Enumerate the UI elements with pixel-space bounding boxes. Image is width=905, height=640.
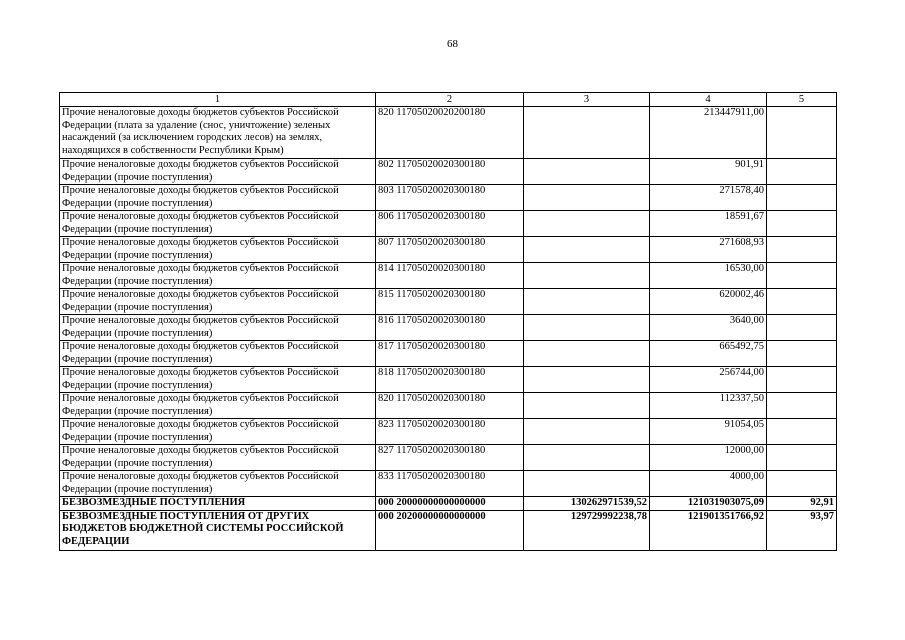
row-name: Прочие неналоговые доходы бюджетов субъектов Российской Федерации (прочие поступления): [60, 393, 376, 419]
page-number: 68: [447, 38, 458, 50]
row-name: Прочие неналоговые доходы бюджетов субъектов Российской Федерации (прочие поступления): [60, 419, 376, 445]
row-code: 823 11705020020300180: [376, 419, 524, 445]
row-fact-amount: 213447911,00: [650, 107, 767, 159]
row-percent: [767, 263, 837, 289]
table-row: [60, 419, 837, 445]
table-row: [60, 263, 837, 289]
table-row: [60, 445, 837, 471]
row-code: 000 20000000000000000: [376, 497, 524, 511]
table-row: [60, 237, 837, 263]
table-row: [60, 510, 837, 550]
row-percent: [767, 107, 837, 159]
row-plan-amount: [524, 315, 650, 341]
row-name: Прочие неналоговые доходы бюджетов субъектов Российской Федерации (прочие поступления): [60, 367, 376, 393]
table-row: [60, 185, 837, 211]
column-header-4: 4: [650, 93, 767, 107]
row-code: 827 11705020020300180: [376, 445, 524, 471]
row-code: 814 11705020020300180: [376, 263, 524, 289]
row-code: 817 11705020020300180: [376, 341, 524, 367]
row-fact-amount: 3640,00: [650, 315, 767, 341]
row-plan-amount: [524, 393, 650, 419]
row-percent: [767, 367, 837, 393]
row-plan-amount: [524, 341, 650, 367]
row-fact-amount: 620002,46: [650, 289, 767, 315]
row-plan-amount: [524, 471, 650, 497]
row-code: 806 11705020020300180: [376, 211, 524, 237]
row-plan-amount: [524, 289, 650, 315]
row-code: 803 11705020020300180: [376, 185, 524, 211]
row-fact-amount: 256744,00: [650, 367, 767, 393]
row-percent: [767, 315, 837, 341]
row-plan-amount: [524, 263, 650, 289]
row-percent: [767, 185, 837, 211]
table-row: [60, 341, 837, 367]
row-fact-amount: 91054,05: [650, 419, 767, 445]
row-percent: [767, 471, 837, 497]
row-name: Прочие неналоговые доходы бюджетов субъектов Российской Федерации (прочие поступления): [60, 471, 376, 497]
row-fact-amount: 4000,00: [650, 471, 767, 497]
column-header-5: 5: [767, 93, 837, 107]
row-code: 000 20200000000000000: [376, 510, 524, 550]
row-name: Прочие неналоговые доходы бюджетов субъектов Российской Федерации (прочие поступления): [60, 211, 376, 237]
row-name: Прочие неналоговые доходы бюджетов субъектов Российской Федерации (прочие поступления): [60, 341, 376, 367]
row-fact-amount: 665492,75: [650, 341, 767, 367]
row-percent: [767, 237, 837, 263]
row-plan-amount: [524, 159, 650, 185]
row-name: Прочие неналоговые доходы бюджетов субъектов Российской Федерации (прочие поступления): [60, 445, 376, 471]
row-plan-amount: [524, 185, 650, 211]
row-percent: [767, 445, 837, 471]
table-row: [60, 315, 837, 341]
column-number-row: [60, 93, 837, 107]
row-name: БЕЗВОЗМЕЗДНЫЕ ПОСТУПЛЕНИЯ: [60, 497, 376, 511]
row-plan-amount: [524, 107, 650, 159]
row-code: 833 11705020020300180: [376, 471, 524, 497]
table-row: [60, 393, 837, 419]
budget-table-body: [60, 93, 837, 551]
row-fact-amount: 16530,00: [650, 263, 767, 289]
row-name: Прочие неналоговые доходы бюджетов субъектов Российской Федерации (прочие поступления): [60, 289, 376, 315]
row-fact-amount: 12000,00: [650, 445, 767, 471]
table-row: [60, 471, 837, 497]
row-fact-amount: 121031903075,09: [650, 497, 767, 511]
row-percent: [767, 393, 837, 419]
row-plan-amount: 129729992238,78: [524, 510, 650, 550]
table-row: [60, 211, 837, 237]
row-percent: [767, 159, 837, 185]
row-fact-amount: 18591,67: [650, 211, 767, 237]
row-name: Прочие неналоговые доходы бюджетов субъектов Российской Федерации (прочие поступления): [60, 237, 376, 263]
row-code: 818 11705020020300180: [376, 367, 524, 393]
row-fact-amount: 901,91: [650, 159, 767, 185]
row-plan-amount: [524, 211, 650, 237]
row-name: Прочие неналоговые доходы бюджетов субъектов Российской Федерации (плата за удаление (снос, уничтожение) зеленых насаждений (за исключением городских лесов) на землях, находящихся в собственности Республики Крым): [60, 107, 376, 159]
row-percent: [767, 289, 837, 315]
row-fact-amount: 121901351766,92: [650, 510, 767, 550]
row-plan-amount: [524, 237, 650, 263]
row-plan-amount: 130262971539,52: [524, 497, 650, 511]
row-name: БЕЗВОЗМЕЗДНЫЕ ПОСТУПЛЕНИЯ ОТ ДРУГИХ БЮДЖЕТОВ БЮДЖЕТНОЙ СИСТЕМЫ РОССИЙСКОЙ ФЕДЕРАЦИИ: [60, 510, 376, 550]
row-code: 802 11705020020300180: [376, 159, 524, 185]
row-name: Прочие неналоговые доходы бюджетов субъектов Российской Федерации (прочие поступления): [60, 263, 376, 289]
table-row: [60, 289, 837, 315]
column-header-3: 3: [524, 93, 650, 107]
row-fact-amount: 271608,93: [650, 237, 767, 263]
table-row: [60, 107, 837, 159]
row-name: Прочие неналоговые доходы бюджетов субъектов Российской Федерации (прочие поступления): [60, 315, 376, 341]
row-percent: 92,91: [767, 497, 837, 511]
row-code: 820 11705020020200180: [376, 107, 524, 159]
row-percent: [767, 341, 837, 367]
row-code: 815 11705020020300180: [376, 289, 524, 315]
row-fact-amount: 112337,50: [650, 393, 767, 419]
table-row: [60, 497, 837, 511]
row-code: 820 11705020020300180: [376, 393, 524, 419]
row-percent: [767, 419, 837, 445]
table-row: [60, 159, 837, 185]
row-code: 816 11705020020300180: [376, 315, 524, 341]
row-code: 807 11705020020300180: [376, 237, 524, 263]
row-name: Прочие неналоговые доходы бюджетов субъектов Российской Федерации (прочие поступления): [60, 185, 376, 211]
column-header-2: 2: [376, 93, 524, 107]
column-header-1: 1: [60, 93, 376, 107]
table-row: [60, 367, 837, 393]
row-percent: 93,97: [767, 510, 837, 550]
row-plan-amount: [524, 367, 650, 393]
row-fact-amount: 271578,40: [650, 185, 767, 211]
row-percent: [767, 211, 837, 237]
row-plan-amount: [524, 445, 650, 471]
row-name: Прочие неналоговые доходы бюджетов субъектов Российской Федерации (прочие поступления): [60, 159, 376, 185]
row-plan-amount: [524, 419, 650, 445]
budget-table: [59, 92, 837, 551]
